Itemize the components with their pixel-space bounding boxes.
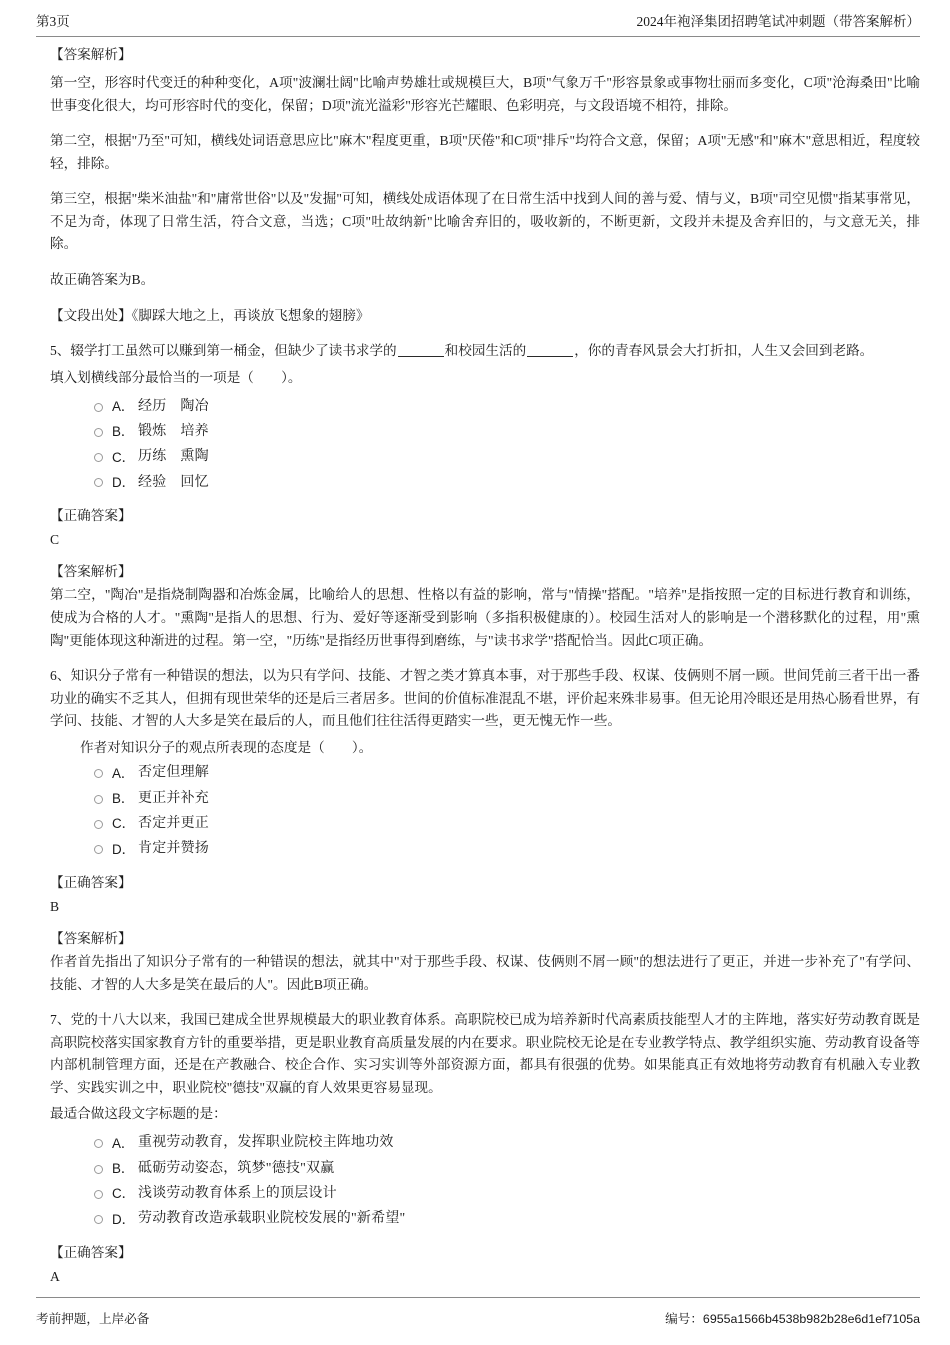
option-letter: A．	[112, 399, 135, 415]
page-footer	[36, 1297, 920, 1327]
option-letter: C．	[112, 1186, 136, 1202]
option-word-1: 锻炼	[138, 423, 167, 439]
document-title: 2024年袍泽集团招聘笔试冲刺题（带答案解析）	[636, 14, 920, 29]
radio-button-icon[interactable]	[94, 1139, 103, 1148]
question-6-number: 6、	[50, 668, 71, 684]
question-5-stem-part3: ，你的青春风景会大打折扣，人生又会回到老路。	[574, 343, 874, 359]
option-c[interactable]	[36, 449, 920, 466]
option-label: 劳动教育改造承载职业院校发展的"新希望"	[138, 1211, 406, 1227]
option-c[interactable]	[36, 816, 920, 833]
question-7-instruction: 最适合做这段文字标题的是：	[50, 1106, 227, 1122]
question-6-instruction: 作者对知识分子的观点所表现的态度是（ ）。	[80, 739, 373, 755]
option-word-2: 陶冶	[180, 398, 209, 414]
analysis-paragraph-2: 第二空，根据"乃至"可知，横线处词语意思应比"麻木"程度更重，B项"厌倦"和C项"排斥"均符合文意，保留；A项"无感"和"麻木"意思相近，程度较轻，排除。	[50, 133, 920, 171]
question-6-answer-value: B	[50, 899, 60, 915]
radio-button-icon[interactable]	[94, 478, 103, 487]
footer-code-label: 编号：	[665, 1312, 703, 1326]
option-label	[138, 449, 209, 466]
radio-button-icon[interactable]	[94, 428, 103, 437]
question-7-stem-text: 党的十八大以来，我国已建成全世界规模最大的职业教育体系。高职院校已成为培养新时代高素质技能型人才的主阵地，落实好劳动教育既是高职院校落实国家教育方针的重要举措，更是职业教育高质量发展的内在要求。职业院校无论是在专业教学特点、教学组织实施、劳动教育设备等内部机制管理方面，还是在产教融合、校企合作、实习实训等外部资源方面，都具有很强的优势。如果能真正有效地将劳动教育有机融入专业教学、实践实训之中，职业院校"德技"双赢的育人效果更容易显现。	[50, 1012, 920, 1095]
question-5-stem-part2: 和校园生活的	[444, 343, 527, 359]
question-6-options	[36, 765, 920, 858]
option-word-1: 经验	[138, 474, 167, 490]
question-5-instruction: 填入划横线部分最恰当的一项是（ ）。	[50, 369, 302, 385]
question-6-stem	[36, 665, 920, 733]
option-d[interactable]	[36, 841, 920, 858]
option-word-2: 熏陶	[180, 449, 209, 465]
analysis-heading-q4: 【答案解析】	[50, 47, 132, 62]
question-5-answer-value: C	[50, 532, 60, 548]
option-a[interactable]	[36, 399, 920, 416]
page-header	[36, 10, 920, 37]
option-word-1: 经历	[138, 398, 167, 414]
option-label	[138, 399, 209, 416]
option-word-1: 历练	[138, 449, 167, 465]
question-6-analysis-text: 作者首先指出了知识分子常有的一种错误的想法，就其中"对于那些手段、权谋、伎俩则不屑一顾"的想法进行了更正，并进一步补充了"有学问、技能、才智的人大多是笑在最后的人"。因此B项正确。	[50, 954, 920, 992]
question-7-options	[36, 1135, 920, 1228]
question-6-analysis-label: 【答案解析】	[50, 931, 132, 947]
radio-button-icon[interactable]	[94, 403, 103, 412]
question-5-options	[36, 399, 920, 492]
option-label: 更正并补充	[138, 790, 209, 806]
option-a[interactable]	[36, 1135, 920, 1152]
option-label	[138, 424, 209, 441]
radio-button-icon[interactable]	[94, 845, 103, 854]
option-c[interactable]	[36, 1186, 920, 1203]
option-letter: D．	[112, 841, 136, 857]
option-d[interactable]	[36, 475, 920, 492]
option-b[interactable]	[36, 424, 920, 441]
radio-button-icon[interactable]	[94, 1215, 103, 1224]
option-label: 否定并更正	[138, 815, 209, 831]
option-word-2: 回忆	[180, 474, 209, 490]
option-letter: A．	[112, 1135, 135, 1151]
footer-code-value: 6955a1566b4538b982b28e6d1ef7105a	[702, 1312, 920, 1326]
option-letter: D．	[112, 1211, 136, 1227]
option-a[interactable]	[36, 765, 920, 782]
option-letter: B．	[112, 1161, 135, 1177]
question-6-stem-text: 知识分子常有一种错误的想法，以为只有学问、技能、才智之类才算真本事，对于那些手段、权谋、伎俩则不屑一顾。世间凭前三者干出一番功业的确实不乏其人，但拥有现世荣华的还是后三者居多。世间的价值标准混乱不堪，评价起来殊非易事。但无论用冷眼还是用热心肠看世界，有学问、技能、才智的人大多是笑在最后的人，而且他们往往活得更踏实一些，更无愧无怍一些。	[50, 668, 920, 729]
question-7-stem	[36, 1009, 920, 1099]
analysis-conclusion: 故正确答案为B。	[50, 271, 155, 287]
footer-slogan: 考前押题，上岸必备	[36, 1312, 150, 1326]
option-letter: B．	[112, 424, 135, 440]
analysis-paragraph-3: 第三空，根据"柴米油盐"和"庸常世俗"以及"发掘"可知，横线处成语体现了在日常生活中找到人间的善与爱、情与义，B项"司空见惯"指某事常见，不足为奇，体现了日常生活，符合文意，当选；C项"吐故纳新"比喻舍弃旧的，吸收新的，不断更新，文段并未提及舍弃旧的，与文意无关，排除。	[50, 191, 920, 252]
question-5-number: 5、	[50, 343, 71, 359]
option-label	[138, 475, 209, 492]
document-body	[36, 44, 920, 1298]
option-letter: B．	[112, 790, 135, 806]
option-b[interactable]	[36, 791, 920, 808]
radio-button-icon[interactable]	[94, 1165, 103, 1174]
question-5-analysis-label: 【答案解析】	[50, 564, 132, 580]
radio-button-icon[interactable]	[94, 769, 103, 778]
radio-button-icon[interactable]	[94, 1190, 103, 1199]
option-label: 浅谈劳动教育体系上的顶层设计	[138, 1186, 337, 1202]
option-label: 重视劳动教育，发挥职业院校主阵地功效	[138, 1135, 394, 1151]
option-letter: C．	[112, 816, 136, 832]
passage-source-label: 【文段出处】	[50, 307, 132, 323]
option-label: 肯定并赞扬	[138, 841, 209, 857]
question-5-analysis-text: 第二空，"陶冶"是指烧制陶器和冶炼金属，比喻给人的思想、性格以有益的影响，常与"情操"搭配。"培养"是指按照一定的目标进行教育和训练，使成为合格的人才。"熏陶"是指人的思想、行为、爱好等逐渐受到影响（多指积极健康的）。校园生活对人的影响是一个潜移默化的过程，用"熏陶"更能体现这种渐进的过程。第一空，"历练"是指经历世事得到磨练，与"读书求学"搭配恰当。因此C项正确。	[50, 587, 920, 648]
question-5-stem	[36, 340, 920, 363]
question-7-answer-label: 【正确答案】	[50, 1245, 132, 1261]
option-d[interactable]	[36, 1211, 920, 1228]
option-letter: A．	[112, 765, 135, 781]
radio-button-icon[interactable]	[94, 453, 103, 462]
option-b[interactable]	[36, 1161, 920, 1178]
question-7-answer-value: A	[50, 1269, 60, 1285]
radio-button-icon[interactable]	[94, 795, 103, 804]
question-6-answer-label: 【正确答案】	[50, 875, 132, 891]
blank-1	[398, 356, 444, 357]
question-5-answer-label: 【正确答案】	[50, 508, 132, 524]
blank-2	[527, 356, 573, 357]
passage-source	[36, 305, 920, 328]
option-letter: C．	[112, 449, 136, 465]
page-number-label: 第3页	[36, 14, 70, 29]
analysis-paragraph-1: 第一空，形容时代变迁的种种变化，A项"波澜壮阔"比喻声势雄壮或规模巨大，B项"气象万千"形容景象或事物壮丽而多变化，C项"沧海桑田"比喻世事变化很大，均可形容时代的变化，保留；D项"流光溢彩"形容光芒耀眼、色彩明亮，与文段语境不相符，排除。	[50, 75, 920, 113]
footer-code	[665, 1308, 920, 1327]
question-5-stem-part1: 辍学打工虽然可以赚到第一桶金，但缺少了读书求学的	[70, 343, 397, 359]
option-word-2: 培养	[180, 423, 209, 439]
option-letter: D．	[112, 474, 136, 490]
passage-source-text: 《脚踩大地之上，再谈放飞想象的翅膀》	[131, 307, 370, 323]
question-7-number: 7、	[50, 1012, 71, 1028]
radio-button-icon[interactable]	[94, 820, 103, 829]
option-label: 否定但理解	[138, 765, 209, 781]
option-label: 砥砺劳动姿态，筑梦"德技"双赢	[138, 1160, 335, 1176]
